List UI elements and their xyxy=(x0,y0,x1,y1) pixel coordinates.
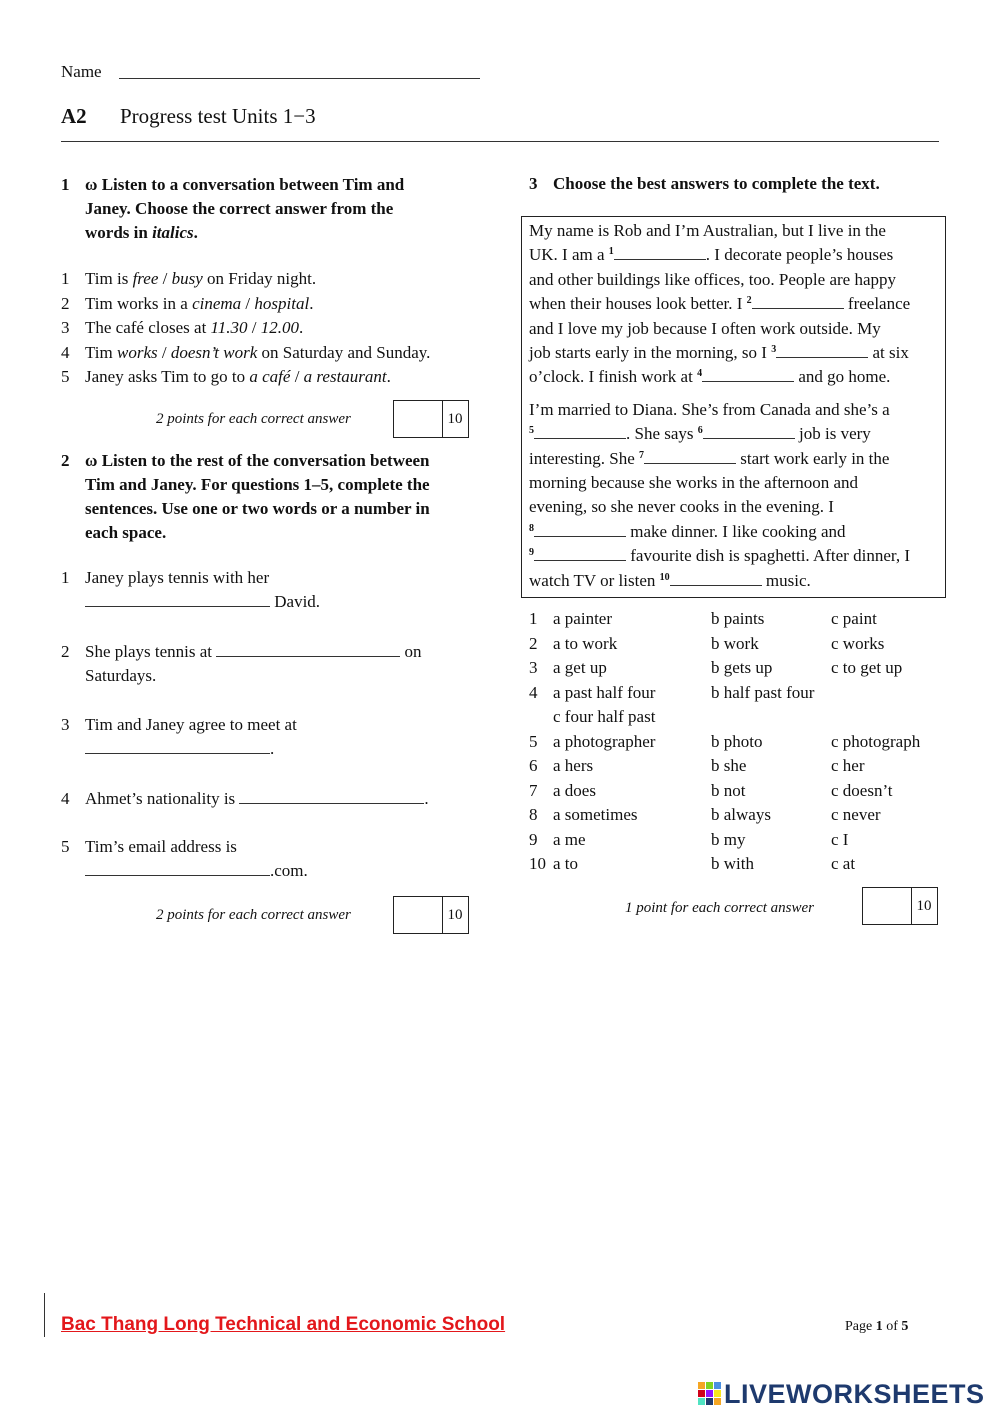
option-a[interactable]: a photographer xyxy=(553,731,656,751)
audio-icon: ω xyxy=(85,175,98,194)
option-b[interactable]: b always xyxy=(711,805,771,824)
option-a[interactable]: works xyxy=(116,342,158,362)
section2-instruction: ω Listen to the rest of the conversation between Tim and Janey. For questions 1–5, complete the sentences. Use one or two words or a number in each space. xyxy=(85,451,430,542)
option-c[interactable]: c paint xyxy=(831,609,877,628)
header-divider xyxy=(61,141,939,142)
section1-instruction: ω Listen to a conversation between Tim and Janey. Choose the correct answer from the words in italics. xyxy=(85,175,405,242)
option-a[interactable]: a past half four xyxy=(553,682,656,702)
list-item: 5 Janey asks Tim to go to a café / a restaurant. xyxy=(61,367,391,386)
gap-7[interactable] xyxy=(644,447,736,464)
section3-options xyxy=(529,607,949,877)
option-c[interactable]: c four half past xyxy=(553,707,656,726)
option-c[interactable]: c at xyxy=(831,854,856,873)
section2-score-box xyxy=(393,896,469,934)
answer-blank[interactable] xyxy=(85,859,270,876)
gap-2[interactable] xyxy=(752,292,844,309)
section3-instruction: Choose the best answers to complete the text. xyxy=(553,174,880,193)
paragraph-2: I’m married to Diana. She’s from Canada and she’s a $^5$ . She says $^6$ job is very interesting. She $^7$ start work early in the morning because she works in the afternoon and evening, so she never cooks in the evening. I $^8$ make dinner. I like cooking and $^9$ favourite dish is spaghetti. After dinner, I watch TV or listen $^{10}$ music. xyxy=(529,399,911,590)
section1-score-box xyxy=(393,400,469,438)
audio-icon: ω xyxy=(85,451,98,470)
option-a[interactable]: a hers xyxy=(553,756,594,775)
option-c[interactable]: c doesn’t xyxy=(831,780,893,800)
score-total: 10 xyxy=(916,898,932,914)
section3-score-box xyxy=(862,887,938,925)
option-c[interactable]: c her xyxy=(831,756,865,775)
name-field[interactable] xyxy=(119,78,480,79)
option-b[interactable]: 12.00 xyxy=(260,318,300,337)
option-b[interactable]: b work xyxy=(711,633,759,653)
option-b[interactable]: b with xyxy=(711,854,754,873)
list-item: 3 a get up b gets up c to get up xyxy=(529,656,949,681)
option-c[interactable]: c to get up xyxy=(831,658,903,677)
option-c[interactable]: c I xyxy=(831,829,849,849)
section2-number: 2 xyxy=(61,451,70,470)
list-item: 4 Tim works / doesn’t work on Saturday and Sunday. xyxy=(61,342,431,362)
option-a[interactable]: 11.30 xyxy=(210,318,248,337)
option-a[interactable]: cinema xyxy=(192,293,242,313)
option-b[interactable]: b my xyxy=(711,829,746,849)
level-label: A2 xyxy=(61,104,87,128)
section1-points: 2 points for each correct answer xyxy=(156,411,351,427)
liveworksheets-logo xyxy=(698,1378,993,1410)
school-name: Bac Thang Long Technical and Economic School xyxy=(61,1314,506,1335)
option-b[interactable]: a restaurant xyxy=(303,367,387,386)
option-a[interactable]: a to work xyxy=(553,633,618,653)
paragraph-1: My name is Rob and I’m Australian, but I live in the UK. I am a $^1$ . I decorate people’s houses and other buildings like offices, too. People are happy when their houses look better. I $^2$ freelance and I love my job because I often work outside. My job starts early in the morning, so I $^3$ at six o’clock. I finish work at $^4$ and go home. xyxy=(529,221,911,387)
list-item: 3 The café closes at 11.30 / 12.00. xyxy=(61,318,304,337)
list-item: 2 Tim works in a cinema / hospital. xyxy=(61,293,314,313)
list-item: 10 a to b with c at xyxy=(529,852,949,877)
reading-text-box xyxy=(521,216,946,598)
option-b[interactable]: b she xyxy=(711,756,747,775)
option-a[interactable]: a sometimes xyxy=(553,805,638,824)
score-input[interactable] xyxy=(394,897,443,933)
gap-8[interactable] xyxy=(534,520,626,537)
section1-number: 1 xyxy=(61,175,70,194)
option-a[interactable]: free xyxy=(132,269,159,288)
list-item: 9 a me b my c I xyxy=(529,828,949,853)
option-b[interactable]: b paints xyxy=(711,609,765,628)
list-item: 5 a photographer b photo c photograph xyxy=(529,730,949,755)
gap-3[interactable] xyxy=(776,341,868,358)
page-title: Progress test Units 1−3 xyxy=(120,104,316,128)
list-item: 4 a past half four b half past four xyxy=(529,681,949,706)
liveworksheets-logo-icon xyxy=(698,1382,722,1406)
gap-1[interactable] xyxy=(614,243,706,260)
score-total: 10 xyxy=(447,411,463,427)
option-b[interactable]: b gets up xyxy=(711,658,773,677)
list-item xyxy=(529,705,949,730)
score-input[interactable] xyxy=(394,401,443,437)
option-b[interactable]: hospital xyxy=(254,293,310,313)
option-a[interactable]: a café xyxy=(249,367,291,386)
option-b[interactable]: busy xyxy=(171,269,203,288)
answer-blank[interactable] xyxy=(85,737,270,754)
option-b[interactable]: doesn’t work xyxy=(170,342,258,362)
name-label: Name xyxy=(61,62,102,81)
list-item: 8 a sometimes b always c never xyxy=(529,803,949,828)
gap-9[interactable] xyxy=(534,544,626,561)
option-b[interactable]: b photo xyxy=(711,731,763,751)
page-number: Page 1 of 5 xyxy=(845,1319,909,1334)
score-input[interactable] xyxy=(863,888,912,924)
section2-points: 2 points for each correct answer xyxy=(156,907,351,923)
option-b[interactable]: b not xyxy=(711,780,746,800)
option-c[interactable]: c never xyxy=(831,805,881,824)
option-b[interactable]: b half past four xyxy=(711,682,815,702)
list-item: 1 Tim is free / busy on Friday night. xyxy=(61,269,317,288)
option-c[interactable]: c works xyxy=(831,633,885,653)
answer-blank[interactable] xyxy=(85,590,270,607)
answer-blank[interactable] xyxy=(216,640,400,657)
brand-name: LIVEWORKSHEETS xyxy=(724,1379,985,1409)
option-c[interactable]: c photograph xyxy=(831,731,921,751)
section3-number: 3 xyxy=(529,174,538,193)
footer-rule xyxy=(44,1293,45,1337)
list-item: 7 a does b not c doesn’t xyxy=(529,779,949,804)
answer-blank[interactable] xyxy=(239,787,424,804)
option-a[interactable]: a does xyxy=(553,780,596,800)
option-a[interactable]: a painter xyxy=(553,609,612,628)
option-a[interactable]: a me xyxy=(553,829,586,849)
option-a[interactable]: a get up xyxy=(553,658,607,677)
section1-items xyxy=(61,267,491,390)
section3-points: 1 point for each correct answer xyxy=(625,900,815,916)
score-total: 10 xyxy=(447,907,463,923)
gap-10[interactable] xyxy=(670,569,762,586)
list-item: 1 a painter b paints c paint xyxy=(529,607,949,632)
list-item: 2 a to work b work c works xyxy=(529,632,949,657)
gap-4[interactable] xyxy=(702,365,794,382)
gap-6[interactable] xyxy=(703,422,795,439)
gap-5[interactable] xyxy=(534,422,626,439)
list-item: 6 a hers b she c her xyxy=(529,754,949,779)
option-a[interactable]: a to xyxy=(553,854,579,873)
